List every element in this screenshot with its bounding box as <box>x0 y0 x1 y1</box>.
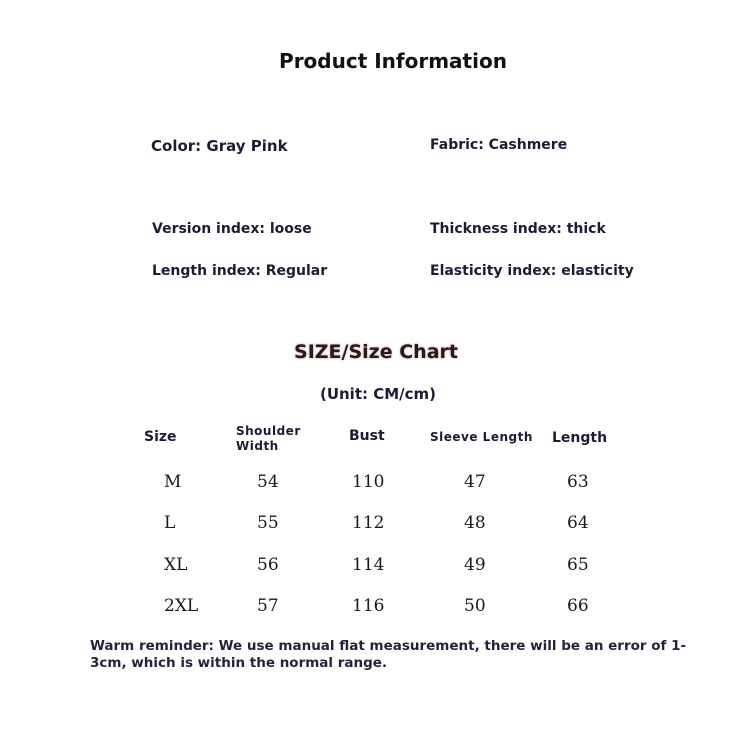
header-length: Length <box>552 430 608 446</box>
size-chart-unit: (Unit: CM/cm) <box>319 385 437 403</box>
sleeve-cell: 48 <box>464 513 486 533</box>
sleeve-cell: 50 <box>464 596 486 616</box>
bust-cell: 114 <box>352 555 385 575</box>
bust-cell: 116 <box>352 596 385 616</box>
size-cell: XL <box>164 555 188 575</box>
fabric-info: Fabric: Cashmere <box>430 137 568 153</box>
shoulder-cell: 55 <box>257 513 279 533</box>
sleeve-cell: 47 <box>464 472 486 492</box>
page-title: Product Information <box>279 49 507 73</box>
shoulder-cell: 54 <box>257 472 279 492</box>
sleeve-cell: 49 <box>464 555 486 575</box>
bust-cell: 110 <box>352 472 385 492</box>
length-cell: 65 <box>567 555 589 575</box>
header-bust: Bust <box>349 428 385 444</box>
header-shoulder-width: Shoulder Width <box>236 424 301 453</box>
thickness-index: Thickness index: thick <box>430 221 606 237</box>
length-index: Length index: Regular <box>152 263 328 279</box>
length-cell: 66 <box>567 596 589 616</box>
elasticity-index: Elasticity index: elasticity <box>430 263 634 279</box>
size-cell: M <box>164 472 182 492</box>
shoulder-cell: 57 <box>257 596 279 616</box>
length-cell: 63 <box>567 472 589 492</box>
shoulder-cell: 56 <box>257 555 279 575</box>
version-index: Version index: loose <box>152 221 312 237</box>
bust-cell: 112 <box>352 513 385 533</box>
header-sleeve-length: Sleeve Length <box>430 430 533 444</box>
header-size: Size <box>144 429 177 445</box>
warm-reminder: Warm reminder: We use manual flat measurement, there will be an error of 1-3cm, which is within the normal range. <box>90 638 687 671</box>
length-cell: 64 <box>567 513 589 533</box>
size-chart-title: SIZE/Size Chart <box>294 341 458 363</box>
color-info: Color: Gray Pink <box>151 137 288 155</box>
size-cell: L <box>164 513 176 533</box>
size-cell: 2XL <box>164 596 199 616</box>
